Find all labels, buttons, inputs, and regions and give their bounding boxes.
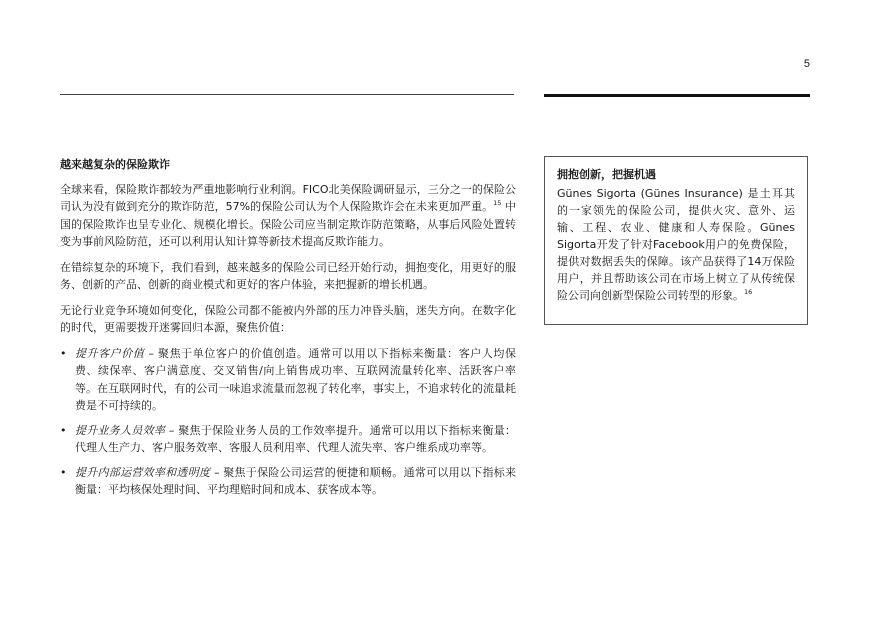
- paragraph-text: 全球来看，保险欺诈都较为严重地影响行业利润。FICO北美保险调研显示，三分之一的保险公司认为没有做到充分的欺诈防范，57%的保险公司认为个人保险欺诈会在未来更加严重。: [60, 182, 516, 213]
- bullet-text: – 聚焦于保险公司运营的便捷和顺畅。通常可以用以下指标来衡量：平均核保处理时间、平均理赔时间和成本、获客成本等。: [75, 465, 516, 496]
- bullet-icon: •: [60, 346, 67, 360]
- sidebar-body: [557, 185, 795, 304]
- page-number: 5: [803, 58, 810, 70]
- list-item: [60, 422, 516, 457]
- bullet-icon: •: [60, 465, 67, 479]
- bullet-title: 提升客户价值: [75, 346, 145, 360]
- bullet-icon: •: [60, 423, 67, 437]
- paragraph-text-continued: 中国的保险欺诈也呈专业化、规模化增长。保险公司应当制定欺诈防范策略，从事后风险处置转变为事前风险防范，还可以利用认知计算等新技术提高反欺诈能力。: [60, 200, 516, 248]
- paragraph-opportunity: 在错综复杂的环境下，我们看到，越来越多的保险公司已经开始行动，拥抱变化，用更好的服务、创新的产品、创新的商业模式和更好的客户体验，来把握新的增长机遇。: [60, 260, 516, 291]
- bullet-text: – 聚焦于单位客户的价值创造。通常可以用以下指标来衡量：客户人均保费、续保率、客户满意度、交叉销售/向上销售成功率、互联网流量转化率、活跃客户率等。在互联网时代，有的公司一味追求流量而忽视了转化率，事实上，不追求转化的流量耗费是不可持续的。: [75, 346, 517, 412]
- top-divider-right: [544, 94, 810, 97]
- sidebar-text: Günes Sigorta (Günes Insurance) 是土耳其的一家领先的保险公司，提供火灾、意外、运输、工程、农业、健康和人寿保险。Günes Sigorta开发了针对Facebook用户的免费保险，提供对数据丢失的保障。该产品获得了14万保险用户，并且帮助该公司在市场上树立了从传统保险公司向创新型保险公司转型的形象。: [557, 187, 795, 302]
- footnote-ref: 15: [493, 199, 502, 207]
- list-item: [60, 345, 516, 415]
- sidebar-title: 拥抱创新，把握机遇: [557, 168, 656, 181]
- value-bullet-list: [60, 345, 516, 499]
- bullet-title: 提升内部运营效率和透明度: [75, 465, 211, 479]
- list-item: [60, 464, 516, 499]
- paragraph-fraud: [60, 181, 516, 251]
- bullet-text: – 聚焦于保险业务人员的工作效率提升。通常可以用以下指标来衡量：代理人生产力、客户服务效率、客服人员利用率、代理人流失率、客户维系成功率等。: [75, 423, 516, 454]
- top-divider-left: [60, 94, 514, 95]
- paragraph-value: 无论行业竞争环境如何变化，保险公司都不能被内外部的压力冲昏头脑，迷失方向。在数字化的时代，更需要拨开迷雾回归本源，聚焦价值：: [60, 303, 516, 334]
- bullet-title: 提升业务人员效率: [75, 423, 166, 437]
- section-heading: 越来越复杂的保险欺诈: [60, 158, 170, 171]
- main-column: [60, 156, 516, 506]
- sidebar-case-study: [544, 156, 808, 325]
- footnote-ref: 16: [744, 288, 753, 296]
